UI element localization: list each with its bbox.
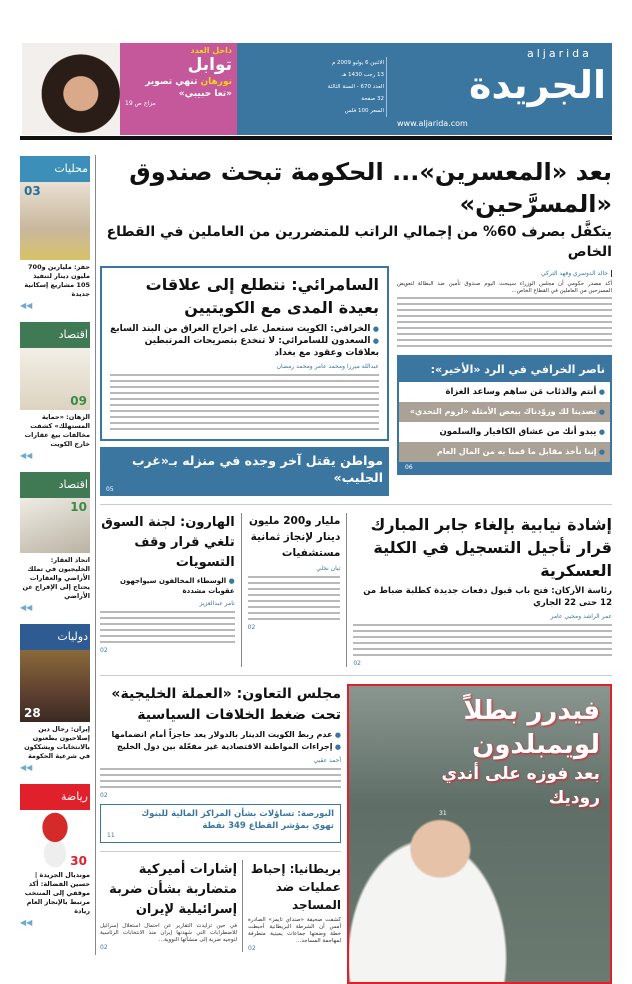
gcc-headline[interactable]: مجلس التعاون: «العملة الخليجية» تحت ضغط الخلافات السياسية bbox=[111, 686, 341, 723]
gcc-bullet: ● عدم ربط الكويت الدينار بالدولار يعد حاجزاً أمام انضمامها bbox=[100, 729, 341, 741]
samarrai-bullet: ● السعدون للسامرائي: لا تنخدع بتصريحات المرتبطين بعلاقات وعقود مع بغداد bbox=[110, 335, 379, 359]
sidebar-caption-international[interactable]: إيران: رجال دين إصلاحيون يطعنون بالانتخابات ويشككون في شرعية الحكومة bbox=[24, 725, 90, 760]
khurafi-row: ● أنتم والذئاب مَن ساهم وساعد الغزاة bbox=[399, 382, 610, 402]
hospitals-page: 02 bbox=[247, 624, 256, 631]
khurafi-page: 06 bbox=[405, 464, 413, 471]
issue-number: العدد 670 - السنة الثالثة bbox=[327, 84, 384, 90]
samarrai-headline[interactable]: السامرائي: نتطلع إلى علاقات بعيدة المدى مع الكويتيين bbox=[145, 275, 379, 317]
federer-page: 31 bbox=[439, 810, 447, 817]
lead-text: أكد مصدر حكومي أن مجلس الوزراء سيبحث اليوم صندوق تأمين ضد البطالة لتعويض المسرحين من العاملين في القطاع الخاص... bbox=[397, 281, 612, 294]
promo-headline: تنهي تصوير bbox=[145, 77, 198, 87]
citizen-headline: مواطن يقتل آخر وجده في منزله بـ«غرب الجليب» bbox=[131, 453, 383, 485]
khurafi-title: ناصر الخرافي في الرد «الأخير»: bbox=[430, 363, 605, 376]
haroun-story bbox=[100, 513, 235, 654]
date-gregorian: الاثنين 6 يوليو 2009 م bbox=[331, 60, 384, 66]
page-count: 32 صفحة bbox=[361, 96, 384, 102]
promo-box[interactable] bbox=[120, 43, 237, 135]
website-link[interactable]: www.aljarida.com bbox=[397, 119, 468, 128]
date-hijri: 13 رجب 1430 هـ bbox=[341, 72, 384, 78]
promo-film: «تعا حبيبي» bbox=[178, 89, 232, 99]
promo-photo bbox=[22, 43, 120, 135]
sidebar-photo-economy-2 bbox=[20, 498, 90, 553]
sidebar-caption-economy[interactable]: الزهان: «حماية المستهلك» كشفت مخالفات بيع عقارات خارج الكويت bbox=[24, 413, 90, 448]
sidebar-section-sports[interactable]: رياضة bbox=[20, 784, 90, 810]
jaber-subhead: رئاسة الأركان: فتح باب قبول دفعات جديدة كطلبة ضباط من 12 حتى 22 الجاري bbox=[363, 586, 612, 608]
price: السعر 100 فلس bbox=[344, 108, 384, 114]
promo-supplement-logo: توابل bbox=[187, 55, 232, 75]
lead-byline: خالد الدوسري وفهد التركي bbox=[397, 270, 612, 277]
haroun-headline[interactable]: الهارون: لجنة السوق تلغي قرار وقف التسويات bbox=[101, 515, 235, 570]
lead-subhead: يتكفَّل بصرف 60% من إجمالي الراتب للمتضررين من العاملين في القطاع الخاص bbox=[106, 224, 612, 260]
jaber-headline[interactable]: إشادة نيابية بإلغاء جابر المبارك قرار تأجيل التسجيل في الكلية العسكرية bbox=[370, 515, 612, 580]
gcc-body-lines bbox=[100, 768, 341, 792]
sidebar bbox=[20, 156, 90, 939]
sidebar-caption-sports[interactable]: مونديال الجريدة | حسين الفضالة: أكد موقفي إلى المنتخب مرتبط بالإنجاز العام ريادة bbox=[24, 871, 90, 915]
sidebar-page-economy-2: 10 bbox=[70, 500, 87, 514]
sidebar-photo-economy bbox=[20, 348, 90, 410]
section-rule bbox=[100, 851, 341, 852]
samarrai-body-lines bbox=[110, 374, 379, 434]
us-headline[interactable]: إشارات أميركية متضاربة بشأن ضربة إسرائيلية لإيران bbox=[109, 862, 238, 917]
britain-text: كشفت صحيفة «صنداي تايمز» الصادرة أمس أن الشرطة البريطانية أحبطت خطة وضعتها جماعات يمينية متطرفة لمهاجمة المساجد... bbox=[248, 917, 341, 944]
more-arrow-icon[interactable]: ◀◀ bbox=[20, 451, 33, 460]
hospitals-story bbox=[248, 513, 341, 631]
column-divider bbox=[242, 860, 243, 952]
promo-inside-label: داخل العدد bbox=[190, 46, 232, 55]
jaber-body-lines bbox=[353, 624, 612, 660]
sidebar-section-international[interactable]: دوليات bbox=[20, 624, 90, 650]
issue-info bbox=[299, 57, 387, 117]
sidebar-photo-local bbox=[20, 182, 90, 260]
gcc-page: 02 bbox=[100, 792, 108, 799]
haroun-byline: تامر عبدالعزيز bbox=[199, 600, 235, 607]
logo-ar: الجريدة bbox=[469, 63, 606, 107]
more-arrow-icon[interactable]: ◀◀ bbox=[20, 918, 33, 927]
citizen-page: 05 bbox=[106, 486, 114, 493]
column-divider bbox=[346, 513, 347, 667]
sidebar-divider bbox=[95, 155, 96, 955]
hospitals-byline: تيان نخلي bbox=[316, 565, 341, 572]
federer-headline-4: روديك bbox=[548, 788, 600, 808]
khurafi-row: ● تصدينا لك وزوّدناك ببعض الأمثلة «لزوم التحدي» bbox=[399, 402, 610, 422]
main-content bbox=[100, 156, 612, 984]
bourse-line1: البورصة: تساؤلات بشأن المراكز المالية للبنوك bbox=[141, 809, 334, 819]
more-arrow-icon[interactable]: ◀◀ bbox=[20, 603, 33, 612]
bourse-line2: تهوي بمؤشر القطاع 349 نقطة bbox=[202, 821, 334, 831]
samarrai-byline: عبدالله ميرزا ومحمد عامر ومحمد رمضان bbox=[276, 363, 379, 370]
sidebar-photo-international bbox=[20, 650, 90, 722]
sidebar-section-economy[interactable]: اقتصاد bbox=[20, 322, 90, 348]
section-rule bbox=[100, 504, 612, 505]
sidebar-caption-local[interactable]: حفر: مليارين و700 مليون دينار لتنفيذ 105 مشاريع إسكانية جديدة bbox=[24, 263, 90, 298]
jaber-story bbox=[353, 513, 612, 667]
promo-page-ref: مزاج ص 19 bbox=[125, 100, 156, 107]
haroun-body-lines bbox=[100, 611, 235, 647]
britain-page: 02 bbox=[248, 945, 256, 952]
more-arrow-icon[interactable]: ◀◀ bbox=[20, 301, 33, 310]
sidebar-page-economy: 09 bbox=[70, 394, 87, 408]
khurafi-row: ● يبدو أنك من عشاق الكافيار والسلمون bbox=[399, 422, 610, 442]
jaber-byline: عمر الراشد ومحيي عامر bbox=[550, 613, 612, 620]
us-story bbox=[100, 860, 237, 951]
haroun-bullet: ● الوسطاء المخالفون سيواجهون عقوبات مشددة bbox=[100, 576, 235, 596]
citizen-bar[interactable] bbox=[100, 447, 389, 496]
sidebar-caption-economy-2[interactable]: اتحاد العقار: الخليجيون في تملك الأراضي والعقارات يحتاج إلى الإفراج عن الأراضي bbox=[22, 556, 90, 600]
hospitals-body-lines bbox=[248, 576, 341, 624]
lead-headline[interactable]: بعد «المعسرين»... الحكومة تبحث صندوق «المسرَّحين» bbox=[129, 158, 612, 218]
promo-name: نورهان bbox=[200, 77, 232, 87]
haroun-page: 02 bbox=[100, 647, 108, 654]
khurafi-box bbox=[397, 355, 612, 475]
gcc-byline: أحمد عقبي bbox=[313, 757, 341, 764]
lead-body-lines bbox=[397, 297, 612, 347]
khurafi-row: ● إننا نأخذ مقابل ما قمنا به من المال العام bbox=[399, 442, 610, 462]
more-arrow-icon[interactable]: ◀◀ bbox=[20, 763, 33, 772]
sidebar-page-local: 03 bbox=[24, 184, 41, 198]
samarrai-bullet: ● الخرافي: الكويت ستعمل على إخراج العراق من البند السابع bbox=[110, 323, 379, 335]
sidebar-section-economy-2[interactable]: اقتصاد bbox=[20, 472, 90, 498]
jaber-page: 02 bbox=[353, 660, 361, 667]
federer-headline-3: بعد فوزه على أندي bbox=[441, 764, 600, 784]
federer-headline-2: لويمبلدون bbox=[472, 730, 600, 760]
sidebar-section-local[interactable]: محليات bbox=[20, 156, 90, 182]
column-divider bbox=[241, 513, 242, 667]
gcc-bullet: ● إجراءات المواطنة الاقتصادية غير مفعّلة بين دول الخليج bbox=[100, 741, 341, 753]
federer-headline-1: فيدرر بطلاً bbox=[463, 696, 600, 726]
britain-headline[interactable]: بريطانيا: إحباط عمليات ضد المساجد bbox=[250, 862, 341, 912]
sidebar-page-international: 28 bbox=[24, 706, 41, 720]
logo-en: aljarida bbox=[527, 47, 592, 60]
britain-story bbox=[248, 860, 341, 952]
bourse-page: 11 bbox=[107, 832, 115, 839]
federer-photo[interactable] bbox=[347, 684, 612, 984]
masthead-rule bbox=[20, 136, 612, 140]
masthead bbox=[237, 43, 612, 135]
samarrai-box bbox=[100, 266, 389, 441]
hospitals-headline[interactable]: مليار و200 مليون دينار لإنجاز ثمانية مستشفيات bbox=[248, 515, 341, 559]
sidebar-photo-sports bbox=[20, 810, 90, 868]
bourse-box[interactable] bbox=[100, 804, 341, 843]
sidebar-page-sports: 30 bbox=[70, 854, 87, 868]
section-rule bbox=[100, 675, 612, 676]
us-text: في حين تزايدت التقارير عن احتمال استغلال إسرائيل للاضطرابات التي شهدتها إيران منذ الانتخابات الرئاسية لتوجيه ضربة إلى منشآتها النووية... bbox=[100, 923, 238, 943]
us-page: 02 bbox=[100, 944, 108, 951]
